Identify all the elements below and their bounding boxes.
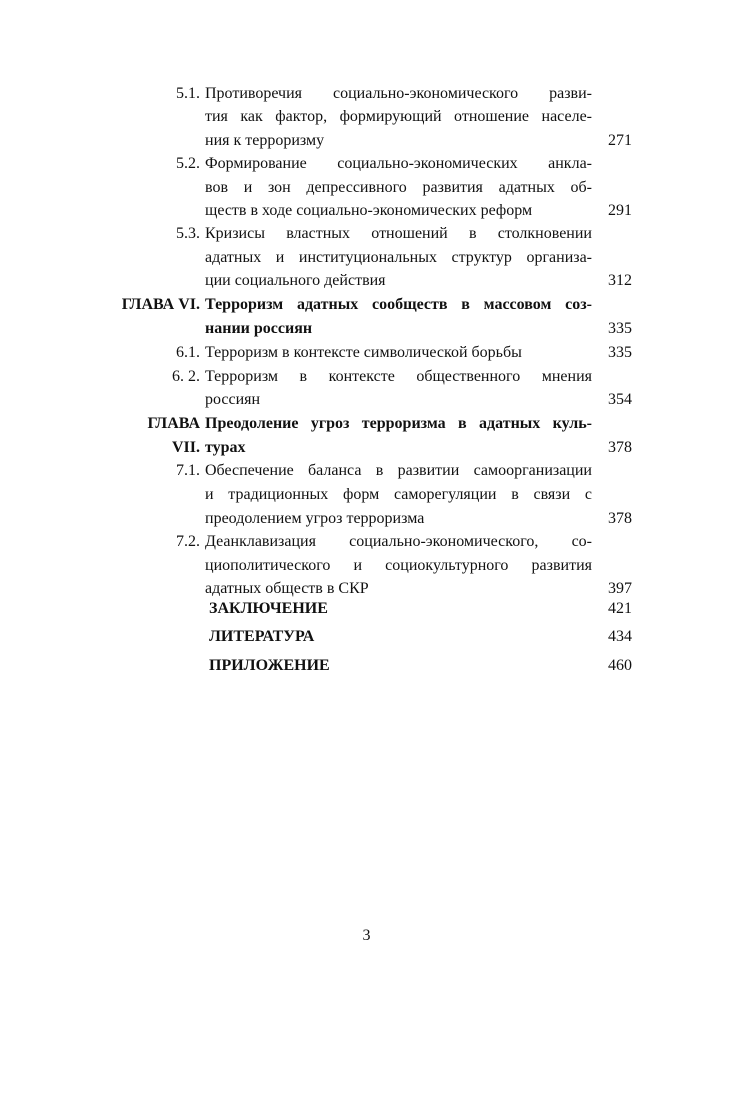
toc-appendix: ПРИЛОЖЕНИЕ (209, 657, 330, 674)
toc-text: циополитического и социокультурного развития (205, 557, 592, 574)
page-number: 3 (362, 927, 371, 944)
toc-chapter-title: Терроризм адатных сообществ в массовом соз- (205, 296, 592, 313)
toc-page-number: 378 (608, 510, 632, 527)
toc-label-7-2: 7.2. (176, 533, 200, 550)
toc-text: ществ в ходе социально-экономических реформ (205, 202, 533, 219)
toc-text: адатных обществ в СКР (205, 580, 369, 597)
toc-page-number: 335 (608, 320, 632, 337)
toc-text: преодолением угроз терроризма (205, 510, 425, 527)
toc-page-number: 460 (608, 657, 632, 674)
toc-page-number: 354 (608, 391, 632, 408)
toc-chapter-title: Преодоление угроз терроризма в адатных куль- (205, 415, 592, 432)
toc-text: и традиционных форм саморегуляции в связи с (205, 486, 592, 503)
toc-text: Терроризм в контексте общественного мнения (205, 368, 592, 385)
toc-page-number: 335 (608, 344, 632, 361)
toc-text: россиян (205, 391, 261, 408)
toc-literature: ЛИТЕРАТУРА (209, 628, 315, 645)
toc-chapter-label: ГЛАВА (147, 415, 200, 432)
toc-page-number: 312 (608, 272, 632, 289)
toc-text: Противоречия социально-экономического разви- (205, 85, 592, 102)
toc-chapter-title: турах (205, 439, 246, 456)
toc-text: ния к терроризму (205, 132, 325, 149)
toc-page-number: 421 (608, 600, 632, 617)
toc-page-number: 378 (608, 439, 632, 456)
toc-conclusion: ЗАКЛЮЧЕНИЕ (209, 600, 328, 617)
toc-text: Кризисы властных отношений в столкновении (205, 225, 592, 242)
toc-text: адатных и институциональных структур организа- (205, 249, 592, 266)
toc-text: тия как фактор, формирующий отношение населе- (205, 108, 592, 125)
toc-text: Деанклавизация социально-экономического, со- (205, 533, 592, 550)
toc-label-6-2: 6. 2. (172, 368, 200, 385)
toc-label-7-1: 7.1. (176, 462, 200, 479)
toc-label-5-2: 5.2. (176, 155, 200, 172)
toc-chapter-label: VII. (171, 439, 200, 456)
toc-page-number: 291 (608, 202, 632, 219)
toc-label-5-3: 5.3. (176, 225, 200, 242)
toc-label-6-1: 6.1. (176, 344, 200, 361)
toc-page-number: 271 (608, 132, 632, 149)
toc-chapter-title: нании россиян (205, 320, 313, 337)
toc-label-5-1: 5.1. (176, 85, 200, 102)
toc-text: Терроризм в контексте символической борьбы (205, 344, 522, 361)
toc-text: Обеспечение баланса в развитии самоорганизации (205, 462, 592, 479)
toc-page-number: 434 (608, 628, 632, 645)
toc-chapter-label: ГЛАВА VI. (121, 296, 200, 313)
toc-page-number: 397 (608, 580, 632, 597)
toc-text: Формирование социально-экономических анкла- (205, 155, 592, 172)
toc-text: вов и зон депрессивного развития адатных об- (205, 179, 592, 196)
toc-text: ции социального действия (205, 272, 386, 289)
